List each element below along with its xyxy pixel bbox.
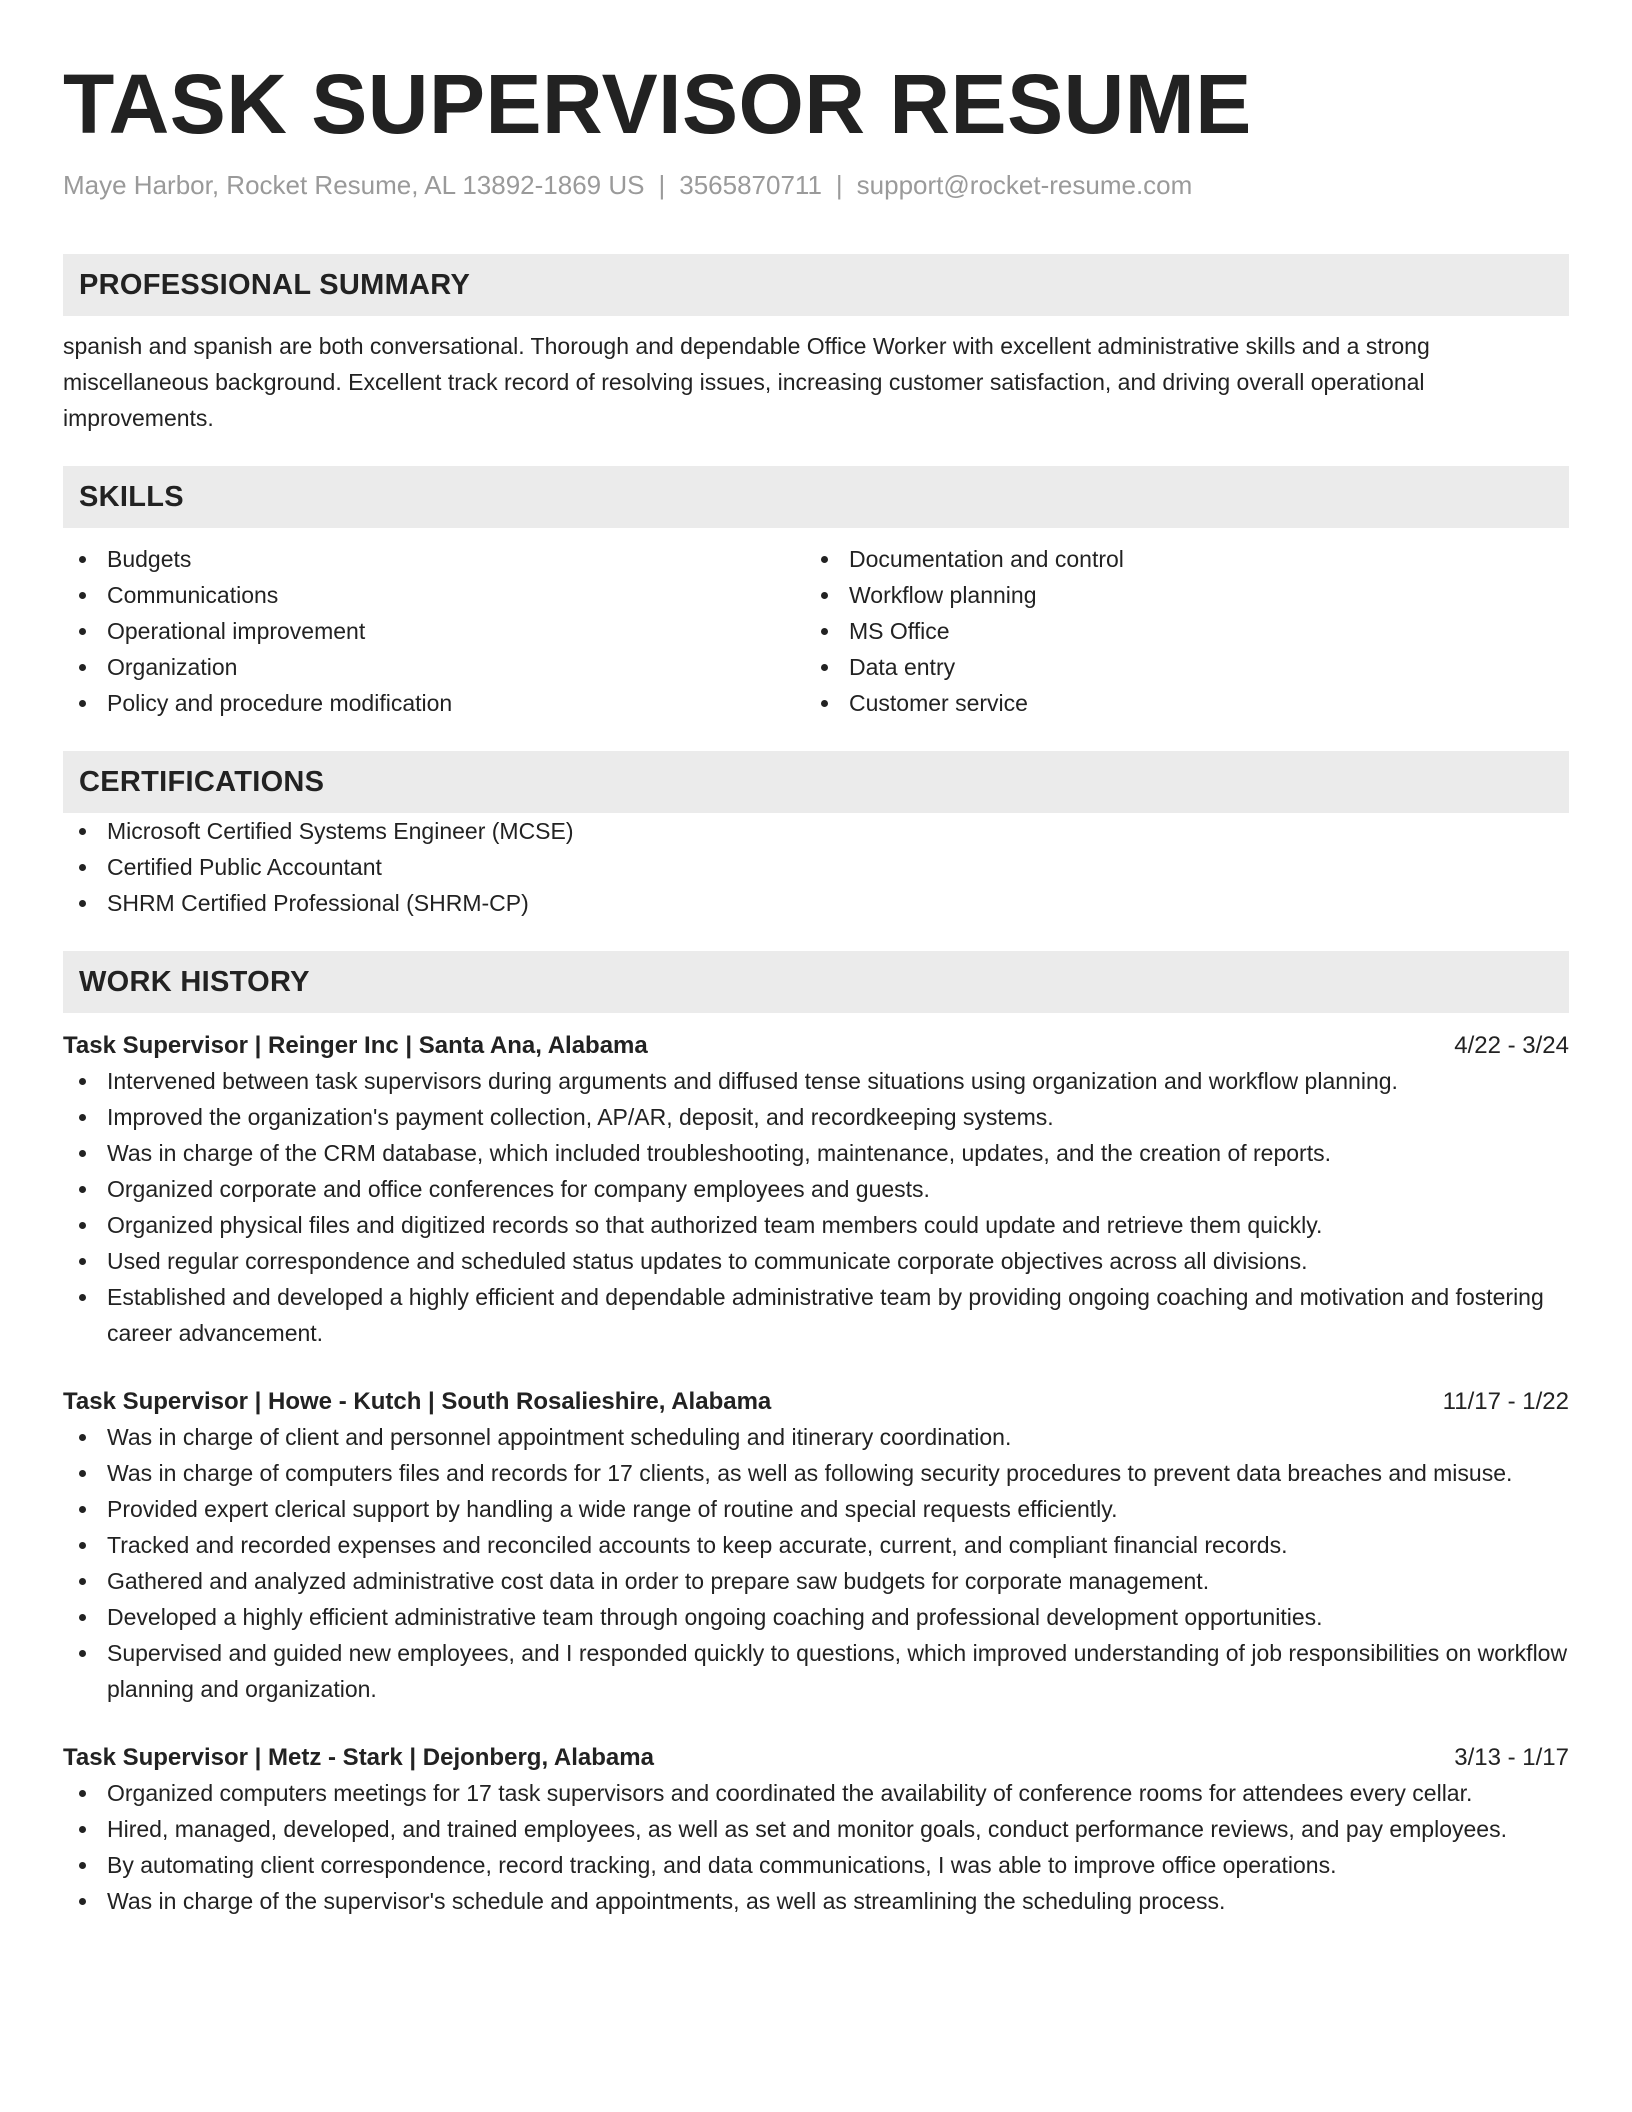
job-duty: Gathered and analyzed administrative cost data in order to prepare saw budgets for corporate management. bbox=[63, 1563, 1569, 1599]
certifications-list bbox=[63, 813, 1569, 921]
job-duty: Supervised and guided new employees, and I responded quickly to questions, which improved understanding of job responsibilities on workflow planning and organization. bbox=[63, 1635, 1569, 1707]
certifications-heading: CERTIFICATIONS bbox=[63, 751, 1569, 813]
certification-item: Microsoft Certified Systems Engineer (MCSE) bbox=[63, 813, 1569, 849]
summary-text: spanish and spanish are both conversational. Thorough and dependable Office Worker with excellent administrative skills and a strong miscellaneous background. Excellent track record of resolving issues, increasing customer satisfaction, and driving overall operational improvements. bbox=[63, 333, 1430, 431]
contact-separator: | bbox=[658, 170, 666, 200]
skill-item: MS Office bbox=[805, 613, 1547, 649]
job-duty: Hired, managed, developed, and trained employees, as well as set and monitor goals, conduct performance reviews, and pay employees. bbox=[63, 1811, 1569, 1847]
job-header bbox=[63, 1741, 1569, 1775]
job-duties-list bbox=[63, 1775, 1569, 1919]
job-title: Task Supervisor | Reinger Inc | Santa Ana, Alabama bbox=[63, 1032, 648, 1059]
skills-grid bbox=[63, 541, 1569, 721]
skills-column-left bbox=[63, 541, 805, 721]
job-dates: 3/13 - 1/17 bbox=[1454, 1744, 1569, 1771]
job-entry bbox=[63, 1741, 1569, 1919]
job-dates: 11/17 - 1/22 bbox=[1442, 1388, 1569, 1415]
job-dates: 4/22 - 3/24 bbox=[1454, 1032, 1569, 1059]
contact-email: support@rocket-resume.com bbox=[856, 170, 1193, 200]
job-duty: Was in charge of the supervisor's schedule and appointments, as well as streamlining the scheduling process. bbox=[63, 1883, 1569, 1919]
certification-item: SHRM Certified Professional (SHRM-CP) bbox=[63, 885, 1569, 921]
skill-item: Documentation and control bbox=[805, 541, 1547, 577]
job-duty: Intervened between task supervisors during arguments and diffused tense situations using organization and workflow planning. bbox=[63, 1063, 1569, 1099]
job-entry bbox=[63, 1029, 1569, 1351]
skill-item: Budgets bbox=[63, 541, 805, 577]
job-duty: Improved the organization's payment collection, AP/AR, deposit, and recordkeeping systems. bbox=[63, 1099, 1569, 1135]
skill-item: Customer service bbox=[805, 685, 1547, 721]
work-history-heading: WORK HISTORY bbox=[63, 951, 1569, 1013]
job-title: Task Supervisor | Howe - Kutch | South Rosalieshire, Alabama bbox=[63, 1388, 772, 1415]
skills-column-right bbox=[805, 541, 1547, 721]
skill-item: Workflow planning bbox=[805, 577, 1547, 613]
job-duties-list bbox=[63, 1063, 1569, 1351]
job-duties-list bbox=[63, 1419, 1569, 1707]
skill-item: Policy and procedure modification bbox=[63, 685, 805, 721]
job-title: Task Supervisor | Metz - Stark | Dejonberg, Alabama bbox=[63, 1744, 654, 1771]
job-duty: Organized physical files and digitized records so that authorized team members could update and retrieve them quickly. bbox=[63, 1207, 1569, 1243]
job-duty: Organized computers meetings for 17 task supervisors and coordinated the availability of conference rooms for attendees every cellar. bbox=[63, 1775, 1569, 1811]
job-header bbox=[63, 1029, 1569, 1063]
skills-list-left bbox=[63, 541, 805, 721]
contact-line bbox=[63, 168, 1569, 202]
contact-address: Maye Harbor, Rocket Resume, AL 13892-1869 US bbox=[63, 170, 645, 200]
skill-item: Organization bbox=[63, 649, 805, 685]
job-entry bbox=[63, 1385, 1569, 1707]
skill-item: Data entry bbox=[805, 649, 1547, 685]
skill-item: Communications bbox=[63, 577, 805, 613]
certification-item: Certified Public Accountant bbox=[63, 849, 1569, 885]
job-duty: Established and developed a highly efficient and dependable administrative team by providing ongoing coaching and motivation and fostering career advancement. bbox=[63, 1279, 1569, 1351]
job-duty: Provided expert clerical support by handling a wide range of routine and special requests efficiently. bbox=[63, 1491, 1569, 1527]
skills-list-right bbox=[805, 541, 1547, 721]
contact-separator: | bbox=[835, 170, 843, 200]
skill-item: Operational improvement bbox=[63, 613, 805, 649]
job-duty: Was in charge of client and personnel appointment scheduling and itinerary coordination. bbox=[63, 1419, 1569, 1455]
resume-title: TASK SUPERVISOR RESUME bbox=[63, 57, 1252, 151]
job-duty: By automating client correspondence, record tracking, and data communications, I was able to improve office operations. bbox=[63, 1847, 1569, 1883]
job-duty: Developed a highly efficient administrative team through ongoing coaching and professional development opportunities. bbox=[63, 1599, 1569, 1635]
job-duty: Was in charge of computers files and records for 17 clients, as well as following security procedures to prevent data breaches and misuse. bbox=[63, 1455, 1569, 1491]
job-duty: Organized corporate and office conferences for company employees and guests. bbox=[63, 1171, 1569, 1207]
job-duty: Was in charge of the CRM database, which included troubleshooting, maintenance, updates, and the creation of reports. bbox=[63, 1135, 1569, 1171]
job-duty: Tracked and recorded expenses and reconciled accounts to keep accurate, current, and compliant financial records. bbox=[63, 1527, 1569, 1563]
job-duty: Used regular correspondence and scheduled status updates to communicate corporate objectives across all divisions. bbox=[63, 1243, 1569, 1279]
skills-heading: SKILLS bbox=[63, 466, 1569, 528]
job-header bbox=[63, 1385, 1569, 1419]
summary-heading: PROFESSIONAL SUMMARY bbox=[63, 254, 1569, 316]
contact-phone: 3565870711 bbox=[679, 170, 822, 200]
